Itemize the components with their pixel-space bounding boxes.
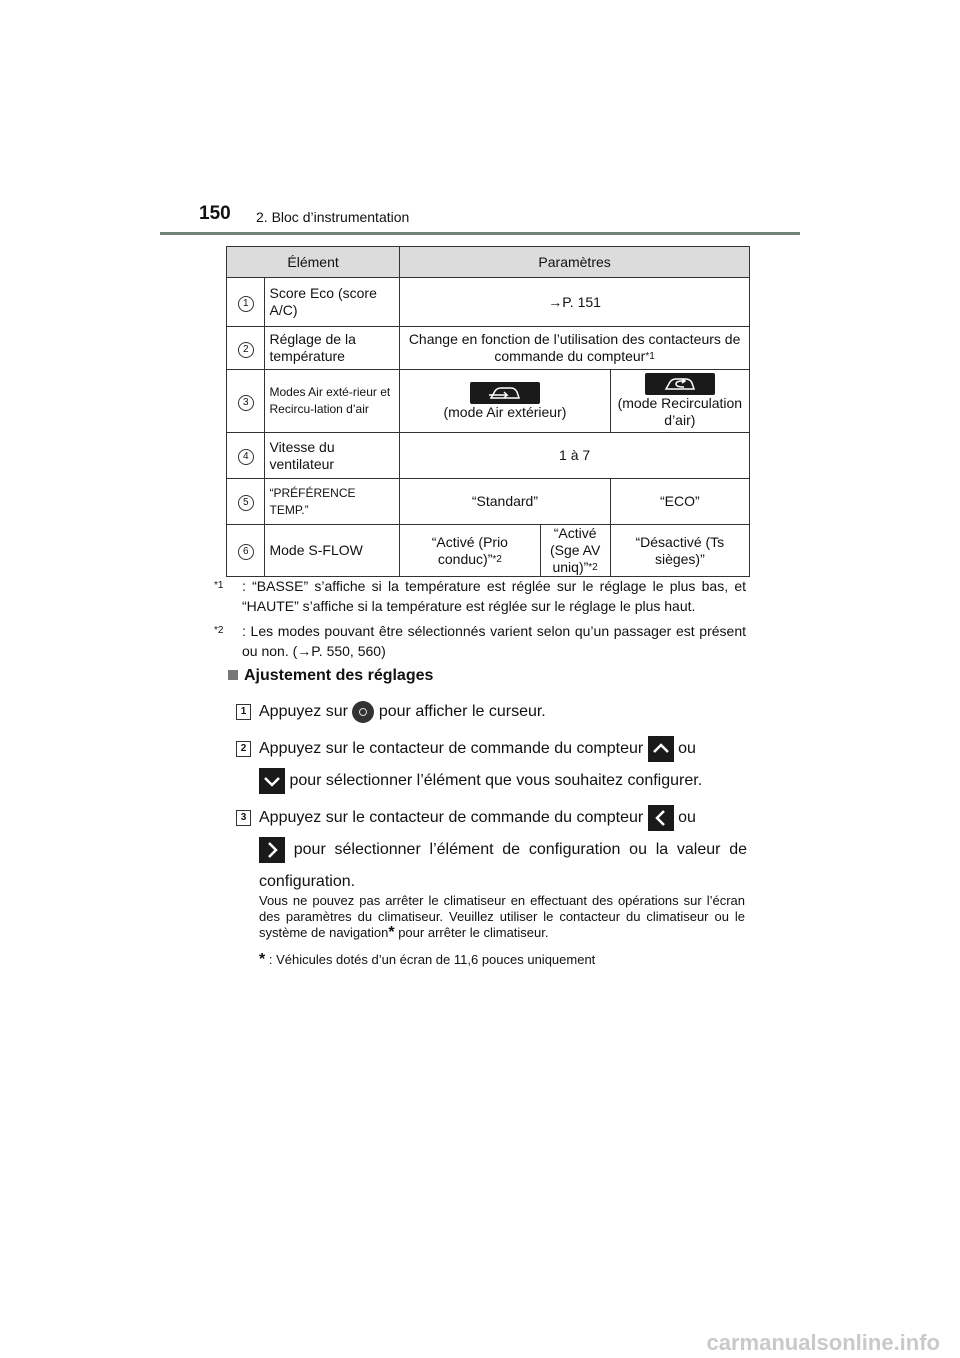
recirculation-icon [645, 373, 715, 395]
footnote-mark: *2 [588, 562, 598, 573]
table-row [227, 479, 750, 525]
table-row [227, 433, 750, 479]
step-3-text-b: ou [678, 809, 696, 826]
row-value-recirculation: (mode Recirculation d’air) [617, 395, 743, 428]
step-1 [259, 696, 747, 728]
row-number: 3 [238, 395, 254, 411]
step-3 [259, 802, 747, 898]
row-number: 5 [238, 495, 254, 511]
column-header-params: Paramètres [400, 247, 750, 278]
footnote-mark: *1 [214, 580, 224, 591]
adjust-heading [228, 667, 433, 685]
row-value-off: “Désactivé (Ts sièges)” [610, 525, 749, 577]
row-number: 4 [238, 449, 254, 465]
step-2 [259, 733, 747, 797]
row-element: Réglage de la température [265, 327, 400, 370]
row-element: Score Eco (score A/C) [265, 278, 400, 327]
fresh-air-icon [470, 382, 540, 404]
note-footnote-text: : Véhicules dotés d’un écran de 11,6 pouces uniquement [268, 952, 596, 967]
section-title: 2. Bloc d’instrumentation [256, 209, 410, 225]
footnote-mark: *2 [492, 553, 502, 565]
row-value-driver: “Activé (Prio conduc)” [431, 533, 508, 567]
step-number-2: 2 [236, 741, 251, 757]
note-footnote [259, 951, 595, 969]
up-arrow-icon [648, 736, 674, 762]
row-number: 2 [238, 342, 254, 358]
table-header-row [227, 247, 750, 278]
table-row [227, 370, 750, 433]
step-3-text-a: Appuyez sur le contacteur de commande du compteur [259, 809, 644, 826]
down-arrow-icon [259, 768, 285, 794]
step-number-3: 3 [236, 810, 251, 826]
row-value-standard: “Standard” [400, 479, 611, 525]
footnote-mark: *2 [214, 625, 224, 636]
step-number-1: 1 [236, 704, 251, 720]
bullet-square-icon [228, 670, 238, 680]
step-2-text-c: pour sélectionner l’élément que vous souhaitez configurer. [289, 772, 703, 789]
table-row [227, 278, 750, 327]
row-value-fresh-air: (mode Air extérieur) [443, 403, 567, 420]
row-value: →P. 151 [400, 278, 750, 327]
note-paragraph [259, 893, 745, 941]
row-number: 1 [238, 296, 254, 312]
step-2-text-a: Appuyez sur le contacteur de commande du compteur [259, 740, 644, 757]
row-value: Change en fonction de l’utilisation des contacteurs de commande du compteur [408, 331, 741, 364]
table-row [227, 327, 750, 370]
note-text: Vous ne pouvez pas arrêter le climatiseur en effectuant des opérations sur l’écran des paramètres du climatiseur. Veuillez utiliser le contacteur du climatiseur ou le système de navigation [259, 893, 745, 940]
left-arrow-icon [648, 805, 674, 831]
meter-control-button-icon [352, 701, 374, 723]
note-text-end: pour arrêter le climatiseur. [394, 925, 549, 940]
row-value: 1 à 7 [400, 433, 750, 479]
table-row [227, 525, 750, 577]
row-value-front: “Activé (Sge AV uniq)” [549, 525, 601, 575]
footnote-1 [214, 576, 746, 616]
row-number: 6 [238, 544, 254, 560]
row-element: Mode S-FLOW [265, 525, 400, 577]
step-1-text-b: pour afficher le curseur. [378, 703, 546, 720]
footnote-mark: *1 [645, 351, 655, 362]
step-2-text-b: ou [678, 740, 696, 757]
asterisk-mark: * [388, 924, 395, 941]
footnote-text: : “BASSE” s’affiche si la température est réglée sur le réglage le plus bas, et “HAUTE” s’affiche si la température est réglée sur le réglage le plus haut. [242, 578, 746, 614]
footnote-2 [214, 621, 746, 661]
column-header-element: Élément [227, 247, 400, 278]
row-element: Vitesse du ventilateur [265, 433, 400, 479]
adjust-heading-text: Ajustement des réglages [244, 667, 434, 684]
settings-table [226, 246, 750, 577]
row-value-eco: “ECO” [610, 479, 749, 525]
footnote-text: : Les modes pouvant être sélectionnés varient selon qu’un passager est présent ou non. (→P. 550, 560) [242, 623, 746, 659]
header-divider [160, 232, 800, 235]
step-3-text-c: pour sélectionner l’élément de configuration ou la valeur de configuration. [259, 841, 747, 890]
row-element: “PRÉFÉRENCE TEMP.” [265, 479, 400, 525]
right-arrow-icon [259, 837, 285, 863]
row-element: Modes Air exté-rieur et Recircu-lation d’air [265, 370, 400, 433]
asterisk-mark: * [259, 951, 266, 968]
page-number: 150 [199, 203, 231, 224]
watermark: carmanualsonline.info [706, 1330, 940, 1355]
step-1-text-a: Appuyez sur [259, 703, 348, 720]
